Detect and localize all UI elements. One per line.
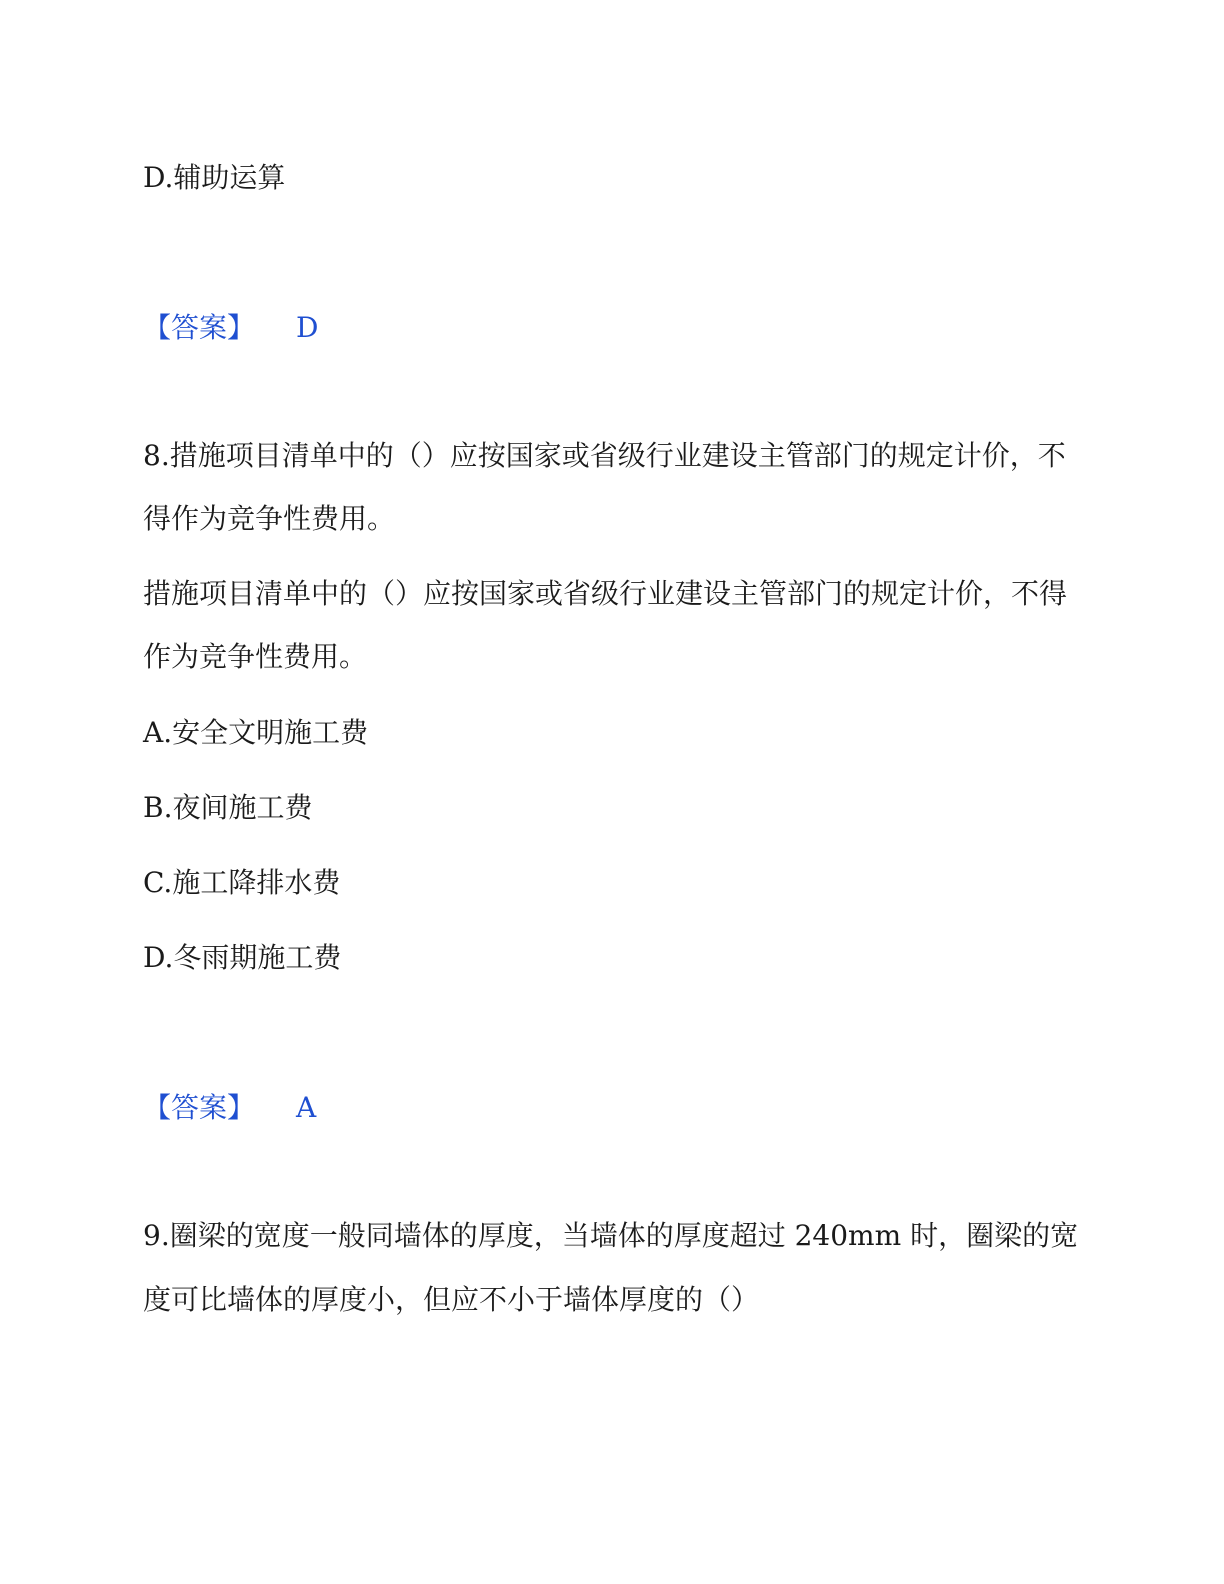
q8-option-c: C.施工降排水费 <box>143 866 341 899</box>
q8-option-d: D.冬雨期施工费 <box>143 941 342 974</box>
q8-answer-label: 【答案】 <box>143 1091 256 1124</box>
q8-option-b: B.夜间施工费 <box>143 791 313 824</box>
q9-stem-line2: 度可比墙体的厚度小，但应不小于墙体厚度的（） <box>143 1283 760 1316</box>
q9-stem-line1: 9.圈梁的宽度一般同墙体的厚度，当墙体的厚度超过 240mm 时，圈梁的宽 <box>143 1219 1079 1252</box>
q8-option-a: A.安全文明施工费 <box>143 716 369 749</box>
q8-repeat-line1: 措施项目清单中的（）应按国家或省级行业建设主管部门的规定计价，不得 <box>143 577 1068 610</box>
q7-answer-label: 【答案】 <box>143 311 256 344</box>
q7-answer-value: D <box>296 311 319 344</box>
q8-stem-line2: 得作为竞争性费用。 <box>143 502 396 535</box>
q8-stem-line1: 8.措施项目清单中的（）应按国家或省级行业建设主管部门的规定计价，不 <box>143 439 1066 472</box>
q7-option-d: D.辅助运算 <box>143 161 286 194</box>
q8-answer-value: A <box>296 1091 317 1124</box>
q8-repeat-line2: 作为竞争性费用。 <box>143 640 368 673</box>
